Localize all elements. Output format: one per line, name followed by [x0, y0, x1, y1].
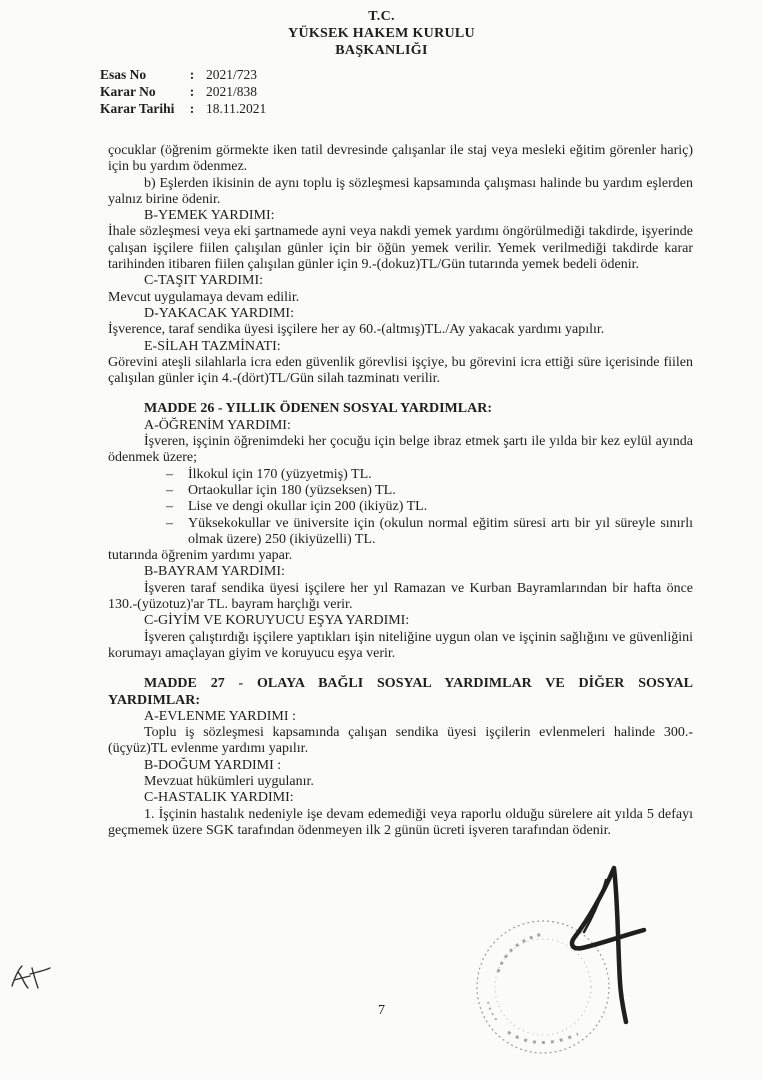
section-title-giyim: C-GİYİM VE KORUYUCU EŞYA YARDIMI:: [144, 613, 410, 629]
meta-value: 18.11.2021: [206, 101, 267, 116]
list-item: – Yüksekokullar ve üniversite için (okulun normal eğitim süresi artı bir yıl süreyle sınırlı olmak üzere) 250 (ikiyüzelli) TL.: [166, 515, 693, 547]
header-line-institution: YÜKSEK HAKEM KURULU: [288, 26, 475, 41]
paragraph-dogum: Mevzuat hükümleri uygulanır.: [144, 773, 314, 789]
meta-row-karar: [100, 83, 266, 100]
list-item: – Lise ve dengi okullar için 200 (ikiyüz) TL.: [166, 499, 428, 515]
page-number: 7: [378, 1003, 385, 1018]
paragraph-ogrenim: İşveren, işçinin öğrenimdeki her çocuğu için belge ibraz etmek şartı ile yılda bir kez eylül ayında ödenmek üzere;: [108, 434, 693, 466]
paragraph-bayram: İşveren taraf sendika üyesi işçilere her yıl Ramazan ve Kurban Bayramlarından bir hafta önce 130.-(yüzotuz)'ar TL. bayram harçlığı verir.: [108, 580, 693, 613]
education-aid-list: [108, 467, 693, 548]
paragraph-yakacak: İşverence, taraf sendika üyesi işçilere her ay 60.-(altmış)TL./Ay yakacak yardımı yapılır.: [108, 322, 605, 338]
section-title-dogum: B-DOĞUM YARDIMI :: [144, 757, 282, 773]
header-line-tc: T.C.: [368, 9, 395, 24]
section-title-yakacak: D-YAKACAK YARDIMI:: [144, 305, 294, 321]
meta-colon: :: [189, 101, 195, 116]
list-dash: –: [166, 515, 173, 531]
list-item: – Ortaokullar için 180 (yüzseksen) TL.: [166, 482, 396, 498]
meta-row-karar-tarihi: [100, 100, 266, 117]
paragraph-giyim: İşveren çalıştırdığı işçilere yaptıkları işin niteliğine uygun olan ve işçinin sağlığını ve güvenliğini korumayı amaçlayan giyim ve koruyucu eşya verir.: [108, 629, 693, 661]
paragraph-tasit: Mevcut uygulamaya devam edilir.: [108, 289, 300, 305]
section-title-bayram: B-BAYRAM YARDIMI:: [144, 564, 285, 580]
section-title-ogrenim: A-ÖĞRENİM YARDIMI:: [144, 417, 291, 433]
header-line-presidency: BAŞKANLIĞI: [335, 43, 428, 58]
section-title-evlenme: A-EVLENME YARDIMI :: [144, 708, 296, 724]
list-dash: –: [166, 482, 173, 498]
meta-colon: :: [189, 84, 195, 99]
article-26-title: MADDE 26 - YILLIK ÖDENEN SOSYAL YARDIMLAR:: [144, 401, 492, 417]
article-27-title: MADDE 27 - OLAYA BAĞLI SOSYAL YARDIMLAR VE DİĞER SOSYAL YARDIMLAR:: [108, 676, 693, 708]
margin-initials-signature: [8, 962, 54, 992]
list-dash: –: [166, 466, 173, 482]
list-dash: –: [166, 499, 173, 515]
paragraph-children-exclusion: çocuklar (öğrenim görmekte iken tatil devresinde çalışanlar ile staj veya mesleki eğitim görenler hariç) için bu yardım ödenmez.: [108, 143, 693, 175]
meta-label: Karar No: [100, 84, 156, 99]
document-body: [108, 143, 693, 839]
meta-colon: :: [189, 67, 195, 82]
paragraph-hastalik: 1. İşçinin hastalık nedeniyle işe devam edemediği veya raporlu olduğu sürelere ait yılda 5 defayı geçmemek üzere SGK tarafından ödenmeyen ilk 2 günün ücreti işveren tarafından ödenir.: [108, 806, 693, 838]
case-meta: [100, 66, 266, 117]
section-title-yemek: B-YEMEK YARDIMI:: [144, 208, 275, 224]
list-item: – İlkokul için 170 (yüzyetmiş) TL.: [166, 466, 372, 482]
section-title-silah: E-SİLAH TAZMİNATI:: [144, 338, 281, 354]
paragraph-silah: Görevini ateşli silahlarla icra eden güvenlik görevlisi işçiye, bu görevini icra ettiği süre içerisinde fiilen çalışılan günler için 4.-(dört)TL/Gün silah tazminatı verilir.: [108, 354, 693, 387]
meta-value: 2021/723: [206, 67, 258, 82]
paragraph-ogrenim-end: tutarında öğrenim yardımı yapar.: [108, 548, 293, 564]
section-title-tasit: C-TAŞIT YARDIMI:: [144, 273, 264, 289]
paragraph-spouses: b) Eşlerden ikisinin de aynı toplu iş sözleşmesi kapsamında çalışması halinde bu yardım eşlerden yalnız birine ödenir.: [108, 175, 693, 207]
meta-value: 2021/838: [206, 84, 258, 99]
document-header: [0, 8, 763, 59]
meta-label: Karar Tarihi: [100, 101, 175, 116]
section-title-hastalik: C-HASTALIK YARDIMI:: [144, 790, 294, 806]
meta-label: Esas No: [100, 67, 147, 82]
paragraph-yemek: İhale sözleşmesi veya eki şartnamede ayni veya nakdi yemek yardımı öngörülmediği takdirde, işyerinde çalışan işçilere fiilen çalışılan günler için bir öğün yemek verilir. Yemek verilmediği takdirde karar tarihinden itibaren fiilen çalışılan günler için 9.-(dokuz)TL/Gün tutarında yemek bedeli ödenir.: [108, 224, 693, 273]
meta-row-esas: [100, 66, 266, 83]
paragraph-evlenme: Toplu iş sözleşmesi kapsamında çalışan sendika üyesi işçilerin evlenmeleri halinde 300.-(üçyüz)TL evlenme yardımı yapılır.: [108, 725, 693, 757]
